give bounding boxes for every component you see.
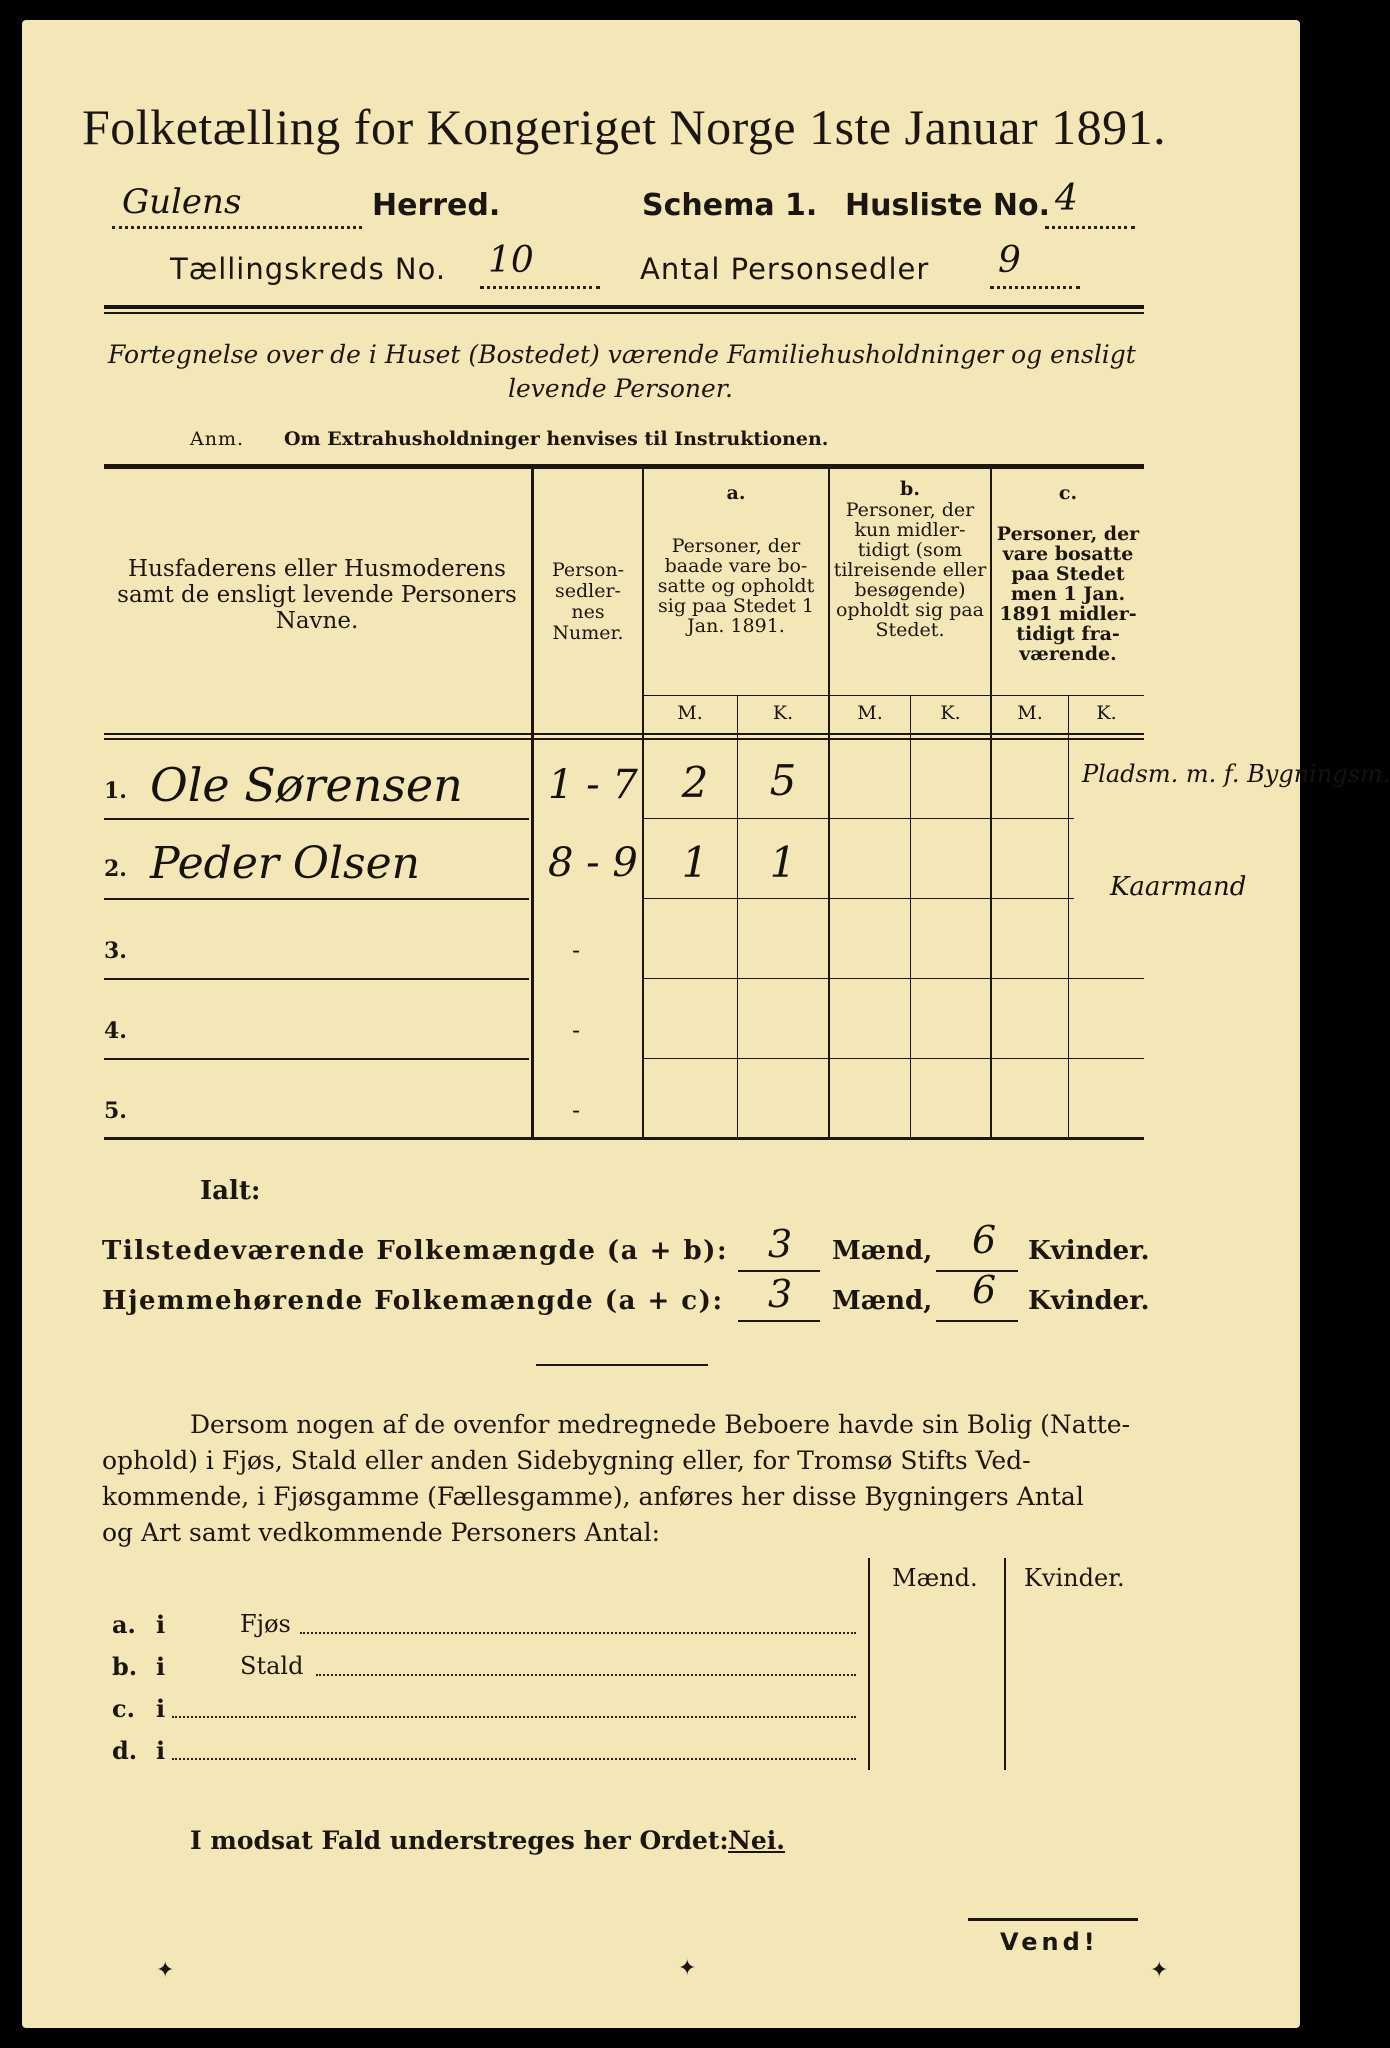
total-resident-m: 3 xyxy=(768,1272,793,1316)
b-k-header: K. xyxy=(940,702,961,724)
building-letter: b. xyxy=(112,1652,138,1681)
punch-mark-icon: ✦ xyxy=(1150,1958,1169,1983)
total-present-m-field xyxy=(738,1222,820,1272)
total-present-m: 3 xyxy=(768,1222,793,1266)
header-rule-thin xyxy=(104,312,1144,314)
header-rule xyxy=(104,305,1144,309)
herred-label: Herred. xyxy=(372,188,501,223)
table-bottom-rule xyxy=(104,1137,1144,1140)
paragraph-line3: kommende, i Fjøsgamme (Fællesgamme), anføres her disse Bygningers Antal xyxy=(102,1482,1084,1511)
antal-value: 9 xyxy=(998,240,1021,281)
kreds-value: 10 xyxy=(488,240,534,281)
census-form xyxy=(22,20,1300,2028)
row-rule-1 xyxy=(104,818,529,820)
vend-rule xyxy=(968,1918,1138,1921)
table-top-rule xyxy=(104,464,1144,469)
herred-value: Gulens xyxy=(122,182,242,222)
paragraph-line1: Dersom nogen af de ovenfor medregnede Beboere havde sin Bolig (Natte- xyxy=(190,1410,1131,1439)
anm-prefix: Anm. xyxy=(190,428,245,450)
building-letter: a. xyxy=(112,1610,136,1639)
paragraph-line2: ophold) i Fjøs, Stald eller anden Sidebygning eller, for Tromsø Stifts Ved- xyxy=(102,1446,1031,1475)
col-header-a: Personer, der baade vare bo- satte og opholdt sig paa Stedet 1 Jan. 1891. xyxy=(657,535,815,637)
antal-field xyxy=(990,240,1080,289)
building-i: i xyxy=(156,1694,166,1723)
total-present-label: Tilstedeværende Folkemængde (a + b): xyxy=(102,1236,729,1266)
row-number: 5. xyxy=(104,1098,127,1124)
a-k-header: K. xyxy=(772,702,794,724)
row-rule-2b xyxy=(644,898,1074,899)
row-number: 2. xyxy=(104,856,127,882)
col-header-numer: Person- sedler- nes Numer. xyxy=(551,559,625,644)
antal-label: Antal Personsedler xyxy=(640,252,930,286)
separator-rule xyxy=(536,1364,708,1366)
table-header-bottom-rule xyxy=(104,733,1144,735)
punch-mark-icon: ✦ xyxy=(678,1956,697,1981)
col-rule-a-mk xyxy=(737,695,738,1137)
building-letter: c. xyxy=(112,1694,135,1723)
row-a-m: 1 xyxy=(681,838,709,887)
c-k-header: K. xyxy=(1096,702,1117,724)
row-a-k: 5 xyxy=(769,756,797,805)
maend-label: Mænd, xyxy=(832,1236,933,1266)
row-number: 1. xyxy=(104,778,127,804)
herred-field xyxy=(112,182,362,229)
col-header-c: Personer, der vare bosatte paa Stedet men 1 Jan. 1891 midler- tidigt fra- værende. xyxy=(996,523,1140,665)
table-header-bottom-rule-2 xyxy=(104,738,1144,740)
maend-label: Mænd, xyxy=(832,1286,933,1316)
row-note: Pladsm. m. f. Bygningsm. xyxy=(1082,760,1390,788)
vend-text: Vend! xyxy=(1000,1928,1099,1956)
row-rule-2 xyxy=(104,898,529,900)
col-rule-a xyxy=(642,469,644,1137)
row-numer: - xyxy=(572,936,581,964)
total-resident-m-field xyxy=(738,1272,820,1322)
b-m-header: M. xyxy=(857,702,883,724)
building-i: i xyxy=(156,1736,166,1765)
col-rule-numer xyxy=(531,469,534,1137)
husliste-field xyxy=(1045,178,1135,229)
building-dotline xyxy=(172,1758,856,1760)
total-present-k: 6 xyxy=(972,1218,997,1262)
total-resident-k-field xyxy=(936,1268,1018,1322)
modsat-text: I modsat Fald understreges her Ordet: xyxy=(190,1826,729,1855)
row-a-m: 2 xyxy=(681,758,709,807)
ialt-label: Ialt: xyxy=(200,1176,261,1206)
row-number: 3. xyxy=(104,938,127,964)
row-rule-4b xyxy=(644,1058,1144,1059)
buildings-maend-header: Mænd. xyxy=(892,1564,978,1592)
row-name: Peder Olsen xyxy=(150,838,420,889)
husliste-label: Husliste No. xyxy=(845,188,1050,223)
row-rule-4 xyxy=(104,1058,529,1060)
row-numer: 8 - 9 xyxy=(548,840,638,886)
col-header-b: Personer, der kun midler- tidigt (som tilreisende eller besøgende) opholdt sig paa Stedet. xyxy=(833,499,987,641)
col-rule-b-mk xyxy=(910,695,911,1137)
total-resident-k: 6 xyxy=(972,1268,997,1312)
col-rule-c-mk xyxy=(1068,695,1069,1137)
row-number: 4. xyxy=(104,1018,127,1044)
building-dotline xyxy=(172,1716,856,1718)
col-header-names: Husfaderens eller Husmoderens samt de ensligt levende Personers Navne. xyxy=(117,556,517,634)
buildings-kvinder-header: Kvinder. xyxy=(1024,1564,1125,1592)
nei-word: Nei. xyxy=(728,1826,785,1855)
building-dotline xyxy=(300,1632,856,1634)
kvinder-label: Kvinder. xyxy=(1028,1236,1150,1266)
punch-mark-icon: ✦ xyxy=(156,1958,175,1983)
row-rule-1b xyxy=(644,818,1074,819)
building-letter: d. xyxy=(112,1736,138,1765)
buildings-col-rule-1 xyxy=(868,1558,870,1770)
row-name: Ole Sørensen xyxy=(150,758,463,812)
form-title: Folketælling for Kongeriget Norge 1ste Januar 1891. xyxy=(82,99,1167,155)
col-header-a-letter: a. xyxy=(726,482,746,504)
schema-label: Schema 1. xyxy=(642,188,818,223)
row-a-k: 1 xyxy=(769,838,797,887)
building-label: Fjøs xyxy=(240,1610,291,1638)
building-label: Stald xyxy=(240,1652,304,1680)
col-header-b-letter: b. xyxy=(900,478,920,500)
kreds-field xyxy=(480,240,600,289)
anm-text: Om Extrahusholdninger henvises til Instruktionen. xyxy=(284,428,829,450)
intro-line2: levende Personer. xyxy=(508,374,733,403)
row-numer: - xyxy=(572,1096,581,1124)
c-m-header: M. xyxy=(1017,702,1043,724)
col-header-c-letter: c. xyxy=(1058,482,1078,504)
intro-line1: Fortegnelse over de i Huset (Bostedet) værende Familiehusholdninger og ensligt xyxy=(108,340,1136,369)
row-note: Kaarmand xyxy=(1110,872,1247,902)
kvinder-label: Kvinder. xyxy=(1028,1286,1150,1316)
row-rule-3b xyxy=(644,978,1144,979)
buildings-col-rule-2 xyxy=(1004,1558,1006,1770)
building-i: i xyxy=(156,1652,166,1681)
husliste-value: 4 xyxy=(1055,178,1078,219)
row-rule-3 xyxy=(104,978,529,980)
total-resident-label: Hjemmehørende Folkemængde (a + c): xyxy=(102,1286,724,1316)
building-i: i xyxy=(156,1610,166,1639)
a-m-header: M. xyxy=(677,702,703,724)
row-numer: 1 - 7 xyxy=(548,762,638,808)
paragraph-line4: og Art samt vedkommende Personers Antal: xyxy=(102,1518,661,1547)
row-numer: - xyxy=(572,1016,581,1044)
building-dotline xyxy=(316,1674,856,1676)
kreds-label: Tællingskreds No. xyxy=(170,252,447,286)
